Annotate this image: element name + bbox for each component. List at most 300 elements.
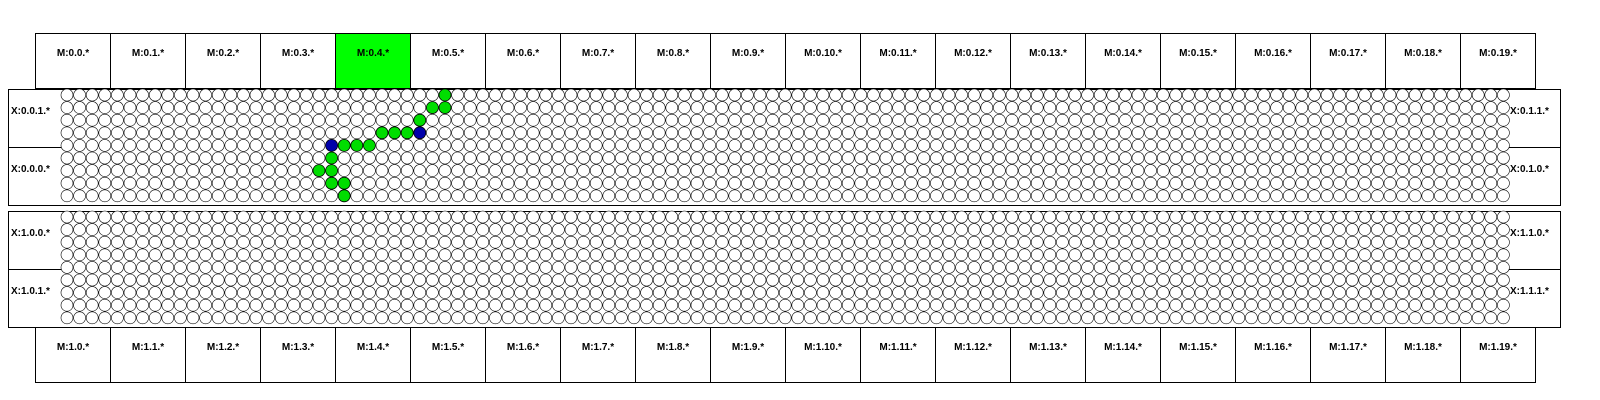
grid-node[interactable] bbox=[313, 190, 325, 202]
grid-node[interactable] bbox=[729, 299, 741, 311]
grid-node[interactable] bbox=[225, 249, 237, 261]
grid-node[interactable] bbox=[1082, 249, 1094, 261]
grid-node[interactable] bbox=[401, 190, 413, 202]
grid-node[interactable] bbox=[237, 152, 249, 164]
grid-node[interactable] bbox=[250, 127, 262, 139]
grid-node[interactable] bbox=[162, 152, 174, 164]
grid-node[interactable] bbox=[489, 114, 501, 126]
grid-node[interactable] bbox=[1434, 224, 1446, 236]
grid-node[interactable] bbox=[1434, 127, 1446, 139]
grid-node[interactable] bbox=[275, 152, 287, 164]
grid-node[interactable] bbox=[1182, 139, 1194, 151]
grid-node[interactable] bbox=[615, 139, 627, 151]
grid-node[interactable] bbox=[1170, 287, 1182, 299]
grid-node[interactable] bbox=[527, 165, 539, 177]
grid-node[interactable] bbox=[1283, 102, 1295, 114]
grid-node[interactable] bbox=[74, 127, 86, 139]
grid-node[interactable] bbox=[615, 211, 627, 223]
grid-node[interactable] bbox=[389, 190, 401, 202]
grid-node[interactable] bbox=[162, 102, 174, 114]
grid-node[interactable] bbox=[351, 261, 363, 273]
grid-node[interactable] bbox=[615, 177, 627, 189]
grid-node[interactable] bbox=[1384, 165, 1396, 177]
grid-node[interactable] bbox=[401, 139, 413, 151]
grid-node[interactable] bbox=[137, 312, 149, 324]
grid-node[interactable] bbox=[1182, 287, 1194, 299]
grid-node[interactable] bbox=[603, 102, 615, 114]
grid-node[interactable] bbox=[1170, 312, 1182, 324]
grid-node[interactable] bbox=[867, 177, 879, 189]
grid-node[interactable] bbox=[74, 287, 86, 299]
grid-node[interactable] bbox=[1271, 114, 1283, 126]
grid-node[interactable] bbox=[99, 236, 111, 248]
grid-node[interactable] bbox=[263, 139, 275, 151]
grid-node[interactable] bbox=[452, 139, 464, 151]
grid-node[interactable] bbox=[1308, 224, 1320, 236]
grid-node[interactable] bbox=[1208, 89, 1220, 101]
grid-node[interactable] bbox=[1409, 190, 1421, 202]
grid-node[interactable] bbox=[1497, 312, 1509, 324]
grid-node[interactable] bbox=[74, 261, 86, 273]
grid-node[interactable] bbox=[1460, 114, 1472, 126]
grid-node[interactable] bbox=[111, 211, 123, 223]
grid-node[interactable] bbox=[426, 224, 438, 236]
routed-node[interactable] bbox=[376, 127, 388, 139]
grid-node[interactable] bbox=[716, 274, 728, 286]
grid-node[interactable] bbox=[1497, 177, 1509, 189]
grid-node[interactable] bbox=[1296, 274, 1308, 286]
grid-node[interactable] bbox=[1321, 274, 1333, 286]
grid-node[interactable] bbox=[489, 236, 501, 248]
grid-node[interactable] bbox=[187, 165, 199, 177]
grid-node[interactable] bbox=[1069, 249, 1081, 261]
grid-node[interactable] bbox=[489, 224, 501, 236]
grid-node[interactable] bbox=[1082, 274, 1094, 286]
grid-node[interactable] bbox=[74, 89, 86, 101]
grid-node[interactable] bbox=[1434, 236, 1446, 248]
grid-node[interactable] bbox=[1132, 274, 1144, 286]
grid-node[interactable] bbox=[603, 236, 615, 248]
grid-node[interactable] bbox=[918, 114, 930, 126]
grid-node[interactable] bbox=[830, 274, 842, 286]
grid-node[interactable] bbox=[61, 211, 73, 223]
grid-node[interactable] bbox=[1334, 312, 1346, 324]
grid-node[interactable] bbox=[363, 224, 375, 236]
grid-node[interactable] bbox=[590, 287, 602, 299]
grid-node[interactable] bbox=[565, 236, 577, 248]
grid-node[interactable] bbox=[1107, 211, 1119, 223]
grid-node[interactable] bbox=[754, 224, 766, 236]
grid-node[interactable] bbox=[1233, 127, 1245, 139]
grid-node[interactable] bbox=[414, 224, 426, 236]
grid-node[interactable] bbox=[149, 139, 161, 151]
grid-node[interactable] bbox=[74, 102, 86, 114]
grid-node[interactable] bbox=[716, 224, 728, 236]
grid-node[interactable] bbox=[767, 224, 779, 236]
grid-node[interactable] bbox=[263, 177, 275, 189]
grid-node[interactable] bbox=[817, 190, 829, 202]
grid-node[interactable] bbox=[464, 139, 476, 151]
grid-node[interactable] bbox=[855, 224, 867, 236]
grid-node[interactable] bbox=[1409, 261, 1421, 273]
grid-node[interactable] bbox=[489, 89, 501, 101]
grid-node[interactable] bbox=[1409, 299, 1421, 311]
grid-node[interactable] bbox=[1422, 287, 1434, 299]
grid-node[interactable] bbox=[943, 249, 955, 261]
grid-node[interactable] bbox=[1271, 89, 1283, 101]
grid-node[interactable] bbox=[389, 139, 401, 151]
grid-node[interactable] bbox=[716, 102, 728, 114]
grid-node[interactable] bbox=[1346, 312, 1358, 324]
grid-node[interactable] bbox=[414, 274, 426, 286]
grid-node[interactable] bbox=[1283, 312, 1295, 324]
grid-node[interactable] bbox=[225, 287, 237, 299]
grid-node[interactable] bbox=[552, 102, 564, 114]
grid-node[interactable] bbox=[1119, 274, 1131, 286]
grid-node[interactable] bbox=[615, 249, 627, 261]
grid-node[interactable] bbox=[653, 102, 665, 114]
grid-node[interactable] bbox=[981, 236, 993, 248]
grid-node[interactable] bbox=[1170, 236, 1182, 248]
grid-node[interactable] bbox=[578, 139, 590, 151]
grid-node[interactable] bbox=[502, 127, 514, 139]
grid-node[interactable] bbox=[1434, 190, 1446, 202]
grid-node[interactable] bbox=[1460, 139, 1472, 151]
grid-node[interactable] bbox=[527, 139, 539, 151]
grid-node[interactable] bbox=[1056, 165, 1068, 177]
grid-node[interactable] bbox=[1321, 211, 1333, 223]
grid-node[interactable] bbox=[1384, 312, 1396, 324]
grid-node[interactable] bbox=[1497, 102, 1509, 114]
grid-node[interactable] bbox=[540, 102, 552, 114]
grid-node[interactable] bbox=[502, 261, 514, 273]
grid-node[interactable] bbox=[552, 261, 564, 273]
grid-node[interactable] bbox=[1359, 211, 1371, 223]
routed-node[interactable] bbox=[426, 102, 438, 114]
grid-node[interactable] bbox=[641, 224, 653, 236]
grid-node[interactable] bbox=[401, 274, 413, 286]
grid-node[interactable] bbox=[439, 127, 451, 139]
grid-node[interactable] bbox=[300, 114, 312, 126]
grid-node[interactable] bbox=[1119, 299, 1131, 311]
grid-node[interactable] bbox=[338, 236, 350, 248]
grid-node[interactable] bbox=[414, 165, 426, 177]
grid-node[interactable] bbox=[376, 224, 388, 236]
grid-node[interactable] bbox=[956, 190, 968, 202]
grid-node[interactable] bbox=[187, 274, 199, 286]
grid-node[interactable] bbox=[477, 114, 489, 126]
grid-node[interactable] bbox=[1409, 165, 1421, 177]
grid-node[interactable] bbox=[666, 312, 678, 324]
grid-node[interactable] bbox=[1346, 89, 1358, 101]
grid-node[interactable] bbox=[452, 287, 464, 299]
grid-node[interactable] bbox=[578, 177, 590, 189]
grid-node[interactable] bbox=[1346, 190, 1358, 202]
grid-node[interactable] bbox=[1019, 211, 1031, 223]
grid-node[interactable] bbox=[729, 177, 741, 189]
grid-node[interactable] bbox=[200, 287, 212, 299]
grid-node[interactable] bbox=[792, 236, 804, 248]
grid-node[interactable] bbox=[237, 127, 249, 139]
grid-node[interactable] bbox=[225, 127, 237, 139]
grid-node[interactable] bbox=[918, 274, 930, 286]
grid-node[interactable] bbox=[615, 165, 627, 177]
grid-node[interactable] bbox=[1397, 139, 1409, 151]
grid-node[interactable] bbox=[237, 211, 249, 223]
grid-node[interactable] bbox=[313, 312, 325, 324]
grid-node[interactable] bbox=[1460, 177, 1472, 189]
grid-node[interactable] bbox=[804, 236, 816, 248]
grid-node[interactable] bbox=[212, 177, 224, 189]
grid-node[interactable] bbox=[74, 211, 86, 223]
grid-node[interactable] bbox=[540, 287, 552, 299]
grid-node[interactable] bbox=[552, 190, 564, 202]
grid-node[interactable] bbox=[691, 261, 703, 273]
grid-node[interactable] bbox=[1283, 261, 1295, 273]
grid-node[interactable] bbox=[792, 274, 804, 286]
grid-node[interactable] bbox=[754, 274, 766, 286]
grid-node[interactable] bbox=[162, 287, 174, 299]
grid-node[interactable] bbox=[200, 224, 212, 236]
grid-node[interactable] bbox=[1397, 89, 1409, 101]
grid-node[interactable] bbox=[741, 261, 753, 273]
grid-node[interactable] bbox=[1485, 190, 1497, 202]
grid-node[interactable] bbox=[1132, 190, 1144, 202]
grid-node[interactable] bbox=[401, 287, 413, 299]
grid-node[interactable] bbox=[1107, 249, 1119, 261]
grid-node[interactable] bbox=[678, 165, 690, 177]
grid-node[interactable] bbox=[779, 127, 791, 139]
grid-node[interactable] bbox=[1422, 114, 1434, 126]
grid-node[interactable] bbox=[880, 261, 892, 273]
grid-node[interactable] bbox=[779, 190, 791, 202]
grid-node[interactable] bbox=[1208, 102, 1220, 114]
grid-node[interactable] bbox=[1334, 102, 1346, 114]
grid-node[interactable] bbox=[1044, 224, 1056, 236]
grid-node[interactable] bbox=[363, 211, 375, 223]
grid-node[interactable] bbox=[842, 211, 854, 223]
grid-node[interactable] bbox=[590, 127, 602, 139]
grid-node[interactable] bbox=[1296, 127, 1308, 139]
routed-node[interactable] bbox=[326, 177, 338, 189]
grid-node[interactable] bbox=[1258, 139, 1270, 151]
grid-node[interactable] bbox=[515, 299, 527, 311]
grid-node[interactable] bbox=[615, 190, 627, 202]
grid-node[interactable] bbox=[993, 224, 1005, 236]
grid-node[interactable] bbox=[439, 152, 451, 164]
grid-node[interactable] bbox=[1447, 102, 1459, 114]
grid-node[interactable] bbox=[691, 127, 703, 139]
grid-node[interactable] bbox=[99, 165, 111, 177]
grid-node[interactable] bbox=[830, 312, 842, 324]
grid-node[interactable] bbox=[389, 165, 401, 177]
grid-node[interactable] bbox=[1472, 89, 1484, 101]
grid-node[interactable] bbox=[1069, 211, 1081, 223]
grid-node[interactable] bbox=[288, 274, 300, 286]
grid-node[interactable] bbox=[590, 165, 602, 177]
grid-node[interactable] bbox=[174, 190, 186, 202]
grid-node[interactable] bbox=[1170, 139, 1182, 151]
grid-node[interactable] bbox=[930, 211, 942, 223]
grid-node[interactable] bbox=[1397, 299, 1409, 311]
grid-node[interactable] bbox=[1220, 211, 1232, 223]
grid-node[interactable] bbox=[527, 287, 539, 299]
grid-node[interactable] bbox=[1220, 190, 1232, 202]
grid-node[interactable] bbox=[804, 261, 816, 273]
grid-node[interactable] bbox=[1094, 177, 1106, 189]
grid-node[interactable] bbox=[263, 190, 275, 202]
grid-node[interactable] bbox=[704, 165, 716, 177]
grid-node[interactable] bbox=[867, 190, 879, 202]
grid-node[interactable] bbox=[1472, 287, 1484, 299]
grid-node[interactable] bbox=[376, 177, 388, 189]
grid-node[interactable] bbox=[1145, 211, 1157, 223]
grid-node[interactable] bbox=[111, 236, 123, 248]
grid-node[interactable] bbox=[1069, 236, 1081, 248]
grid-node[interactable] bbox=[237, 299, 249, 311]
grid-node[interactable] bbox=[86, 152, 98, 164]
grid-node[interactable] bbox=[817, 102, 829, 114]
grid-node[interactable] bbox=[174, 274, 186, 286]
grid-node[interactable] bbox=[174, 139, 186, 151]
grid-node[interactable] bbox=[61, 312, 73, 324]
grid-node[interactable] bbox=[817, 152, 829, 164]
grid-node[interactable] bbox=[137, 287, 149, 299]
grid-node[interactable] bbox=[817, 249, 829, 261]
grid-node[interactable] bbox=[1497, 152, 1509, 164]
grid-node[interactable] bbox=[1485, 211, 1497, 223]
grid-node[interactable] bbox=[930, 249, 942, 261]
grid-node[interactable] bbox=[111, 139, 123, 151]
grid-node[interactable] bbox=[552, 177, 564, 189]
grid-node[interactable] bbox=[1182, 211, 1194, 223]
grid-node[interactable] bbox=[1208, 299, 1220, 311]
grid-node[interactable] bbox=[1056, 224, 1068, 236]
grid-node[interactable] bbox=[1334, 89, 1346, 101]
grid-node[interactable] bbox=[880, 287, 892, 299]
grid-node[interactable] bbox=[1258, 89, 1270, 101]
grid-node[interactable] bbox=[61, 102, 73, 114]
grid-node[interactable] bbox=[565, 89, 577, 101]
grid-node[interactable] bbox=[1031, 312, 1043, 324]
grid-node[interactable] bbox=[804, 139, 816, 151]
grid-node[interactable] bbox=[351, 165, 363, 177]
grid-node[interactable] bbox=[1384, 249, 1396, 261]
grid-node[interactable] bbox=[1044, 274, 1056, 286]
grid-node[interactable] bbox=[1220, 224, 1232, 236]
endpoint-node[interactable] bbox=[414, 127, 426, 139]
grid-node[interactable] bbox=[893, 274, 905, 286]
grid-node[interactable] bbox=[1359, 190, 1371, 202]
grid-node[interactable] bbox=[414, 312, 426, 324]
grid-node[interactable] bbox=[1182, 299, 1194, 311]
grid-node[interactable] bbox=[527, 224, 539, 236]
grid-node[interactable] bbox=[1497, 139, 1509, 151]
grid-node[interactable] bbox=[590, 114, 602, 126]
grid-node[interactable] bbox=[1434, 312, 1446, 324]
grid-node[interactable] bbox=[212, 211, 224, 223]
grid-node[interactable] bbox=[1346, 249, 1358, 261]
grid-node[interactable] bbox=[691, 224, 703, 236]
grid-node[interactable] bbox=[1119, 211, 1131, 223]
grid-node[interactable] bbox=[300, 190, 312, 202]
grid-node[interactable] bbox=[968, 190, 980, 202]
grid-node[interactable] bbox=[1107, 261, 1119, 273]
grid-node[interactable] bbox=[237, 102, 249, 114]
grid-node[interactable] bbox=[993, 261, 1005, 273]
grid-node[interactable] bbox=[162, 261, 174, 273]
grid-node[interactable] bbox=[212, 89, 224, 101]
grid-node[interactable] bbox=[565, 287, 577, 299]
grid-node[interactable] bbox=[401, 211, 413, 223]
grid-node[interactable] bbox=[779, 249, 791, 261]
grid-node[interactable] bbox=[943, 89, 955, 101]
grid-node[interactable] bbox=[351, 249, 363, 261]
grid-node[interactable] bbox=[275, 261, 287, 273]
grid-node[interactable] bbox=[1195, 114, 1207, 126]
grid-node[interactable] bbox=[678, 177, 690, 189]
grid-node[interactable] bbox=[905, 224, 917, 236]
grid-node[interactable] bbox=[61, 89, 73, 101]
grid-node[interactable] bbox=[225, 89, 237, 101]
grid-node[interactable] bbox=[552, 224, 564, 236]
grid-node[interactable] bbox=[590, 190, 602, 202]
grid-node[interactable] bbox=[426, 312, 438, 324]
grid-node[interactable] bbox=[968, 224, 980, 236]
grid-node[interactable] bbox=[666, 89, 678, 101]
grid-node[interactable] bbox=[1434, 249, 1446, 261]
grid-node[interactable] bbox=[477, 287, 489, 299]
grid-node[interactable] bbox=[930, 299, 942, 311]
grid-node[interactable] bbox=[565, 165, 577, 177]
grid-node[interactable] bbox=[414, 139, 426, 151]
grid-node[interactable] bbox=[527, 152, 539, 164]
grid-node[interactable] bbox=[993, 165, 1005, 177]
grid-node[interactable] bbox=[943, 165, 955, 177]
grid-node[interactable] bbox=[830, 190, 842, 202]
grid-node[interactable] bbox=[1233, 249, 1245, 261]
grid-node[interactable] bbox=[1308, 165, 1320, 177]
grid-node[interactable] bbox=[1069, 274, 1081, 286]
grid-node[interactable] bbox=[1006, 127, 1018, 139]
grid-node[interactable] bbox=[603, 177, 615, 189]
grid-node[interactable] bbox=[1359, 89, 1371, 101]
grid-node[interactable] bbox=[1107, 236, 1119, 248]
grid-node[interactable] bbox=[464, 236, 476, 248]
grid-node[interactable] bbox=[426, 261, 438, 273]
grid-node[interactable] bbox=[1296, 287, 1308, 299]
grid-node[interactable] bbox=[61, 274, 73, 286]
grid-node[interactable] bbox=[1485, 236, 1497, 248]
grid-node[interactable] bbox=[111, 114, 123, 126]
grid-node[interactable] bbox=[1460, 299, 1472, 311]
grid-node[interactable] bbox=[918, 211, 930, 223]
grid-node[interactable] bbox=[893, 236, 905, 248]
grid-node[interactable] bbox=[1460, 165, 1472, 177]
grid-node[interactable] bbox=[830, 261, 842, 273]
grid-node[interactable] bbox=[968, 102, 980, 114]
grid-node[interactable] bbox=[1107, 139, 1119, 151]
grid-node[interactable] bbox=[678, 89, 690, 101]
grid-node[interactable] bbox=[1170, 190, 1182, 202]
grid-node[interactable] bbox=[993, 102, 1005, 114]
grid-node[interactable] bbox=[1296, 177, 1308, 189]
grid-node[interactable] bbox=[74, 312, 86, 324]
grid-node[interactable] bbox=[99, 177, 111, 189]
grid-node[interactable] bbox=[300, 312, 312, 324]
grid-node[interactable] bbox=[817, 312, 829, 324]
grid-node[interactable] bbox=[489, 139, 501, 151]
